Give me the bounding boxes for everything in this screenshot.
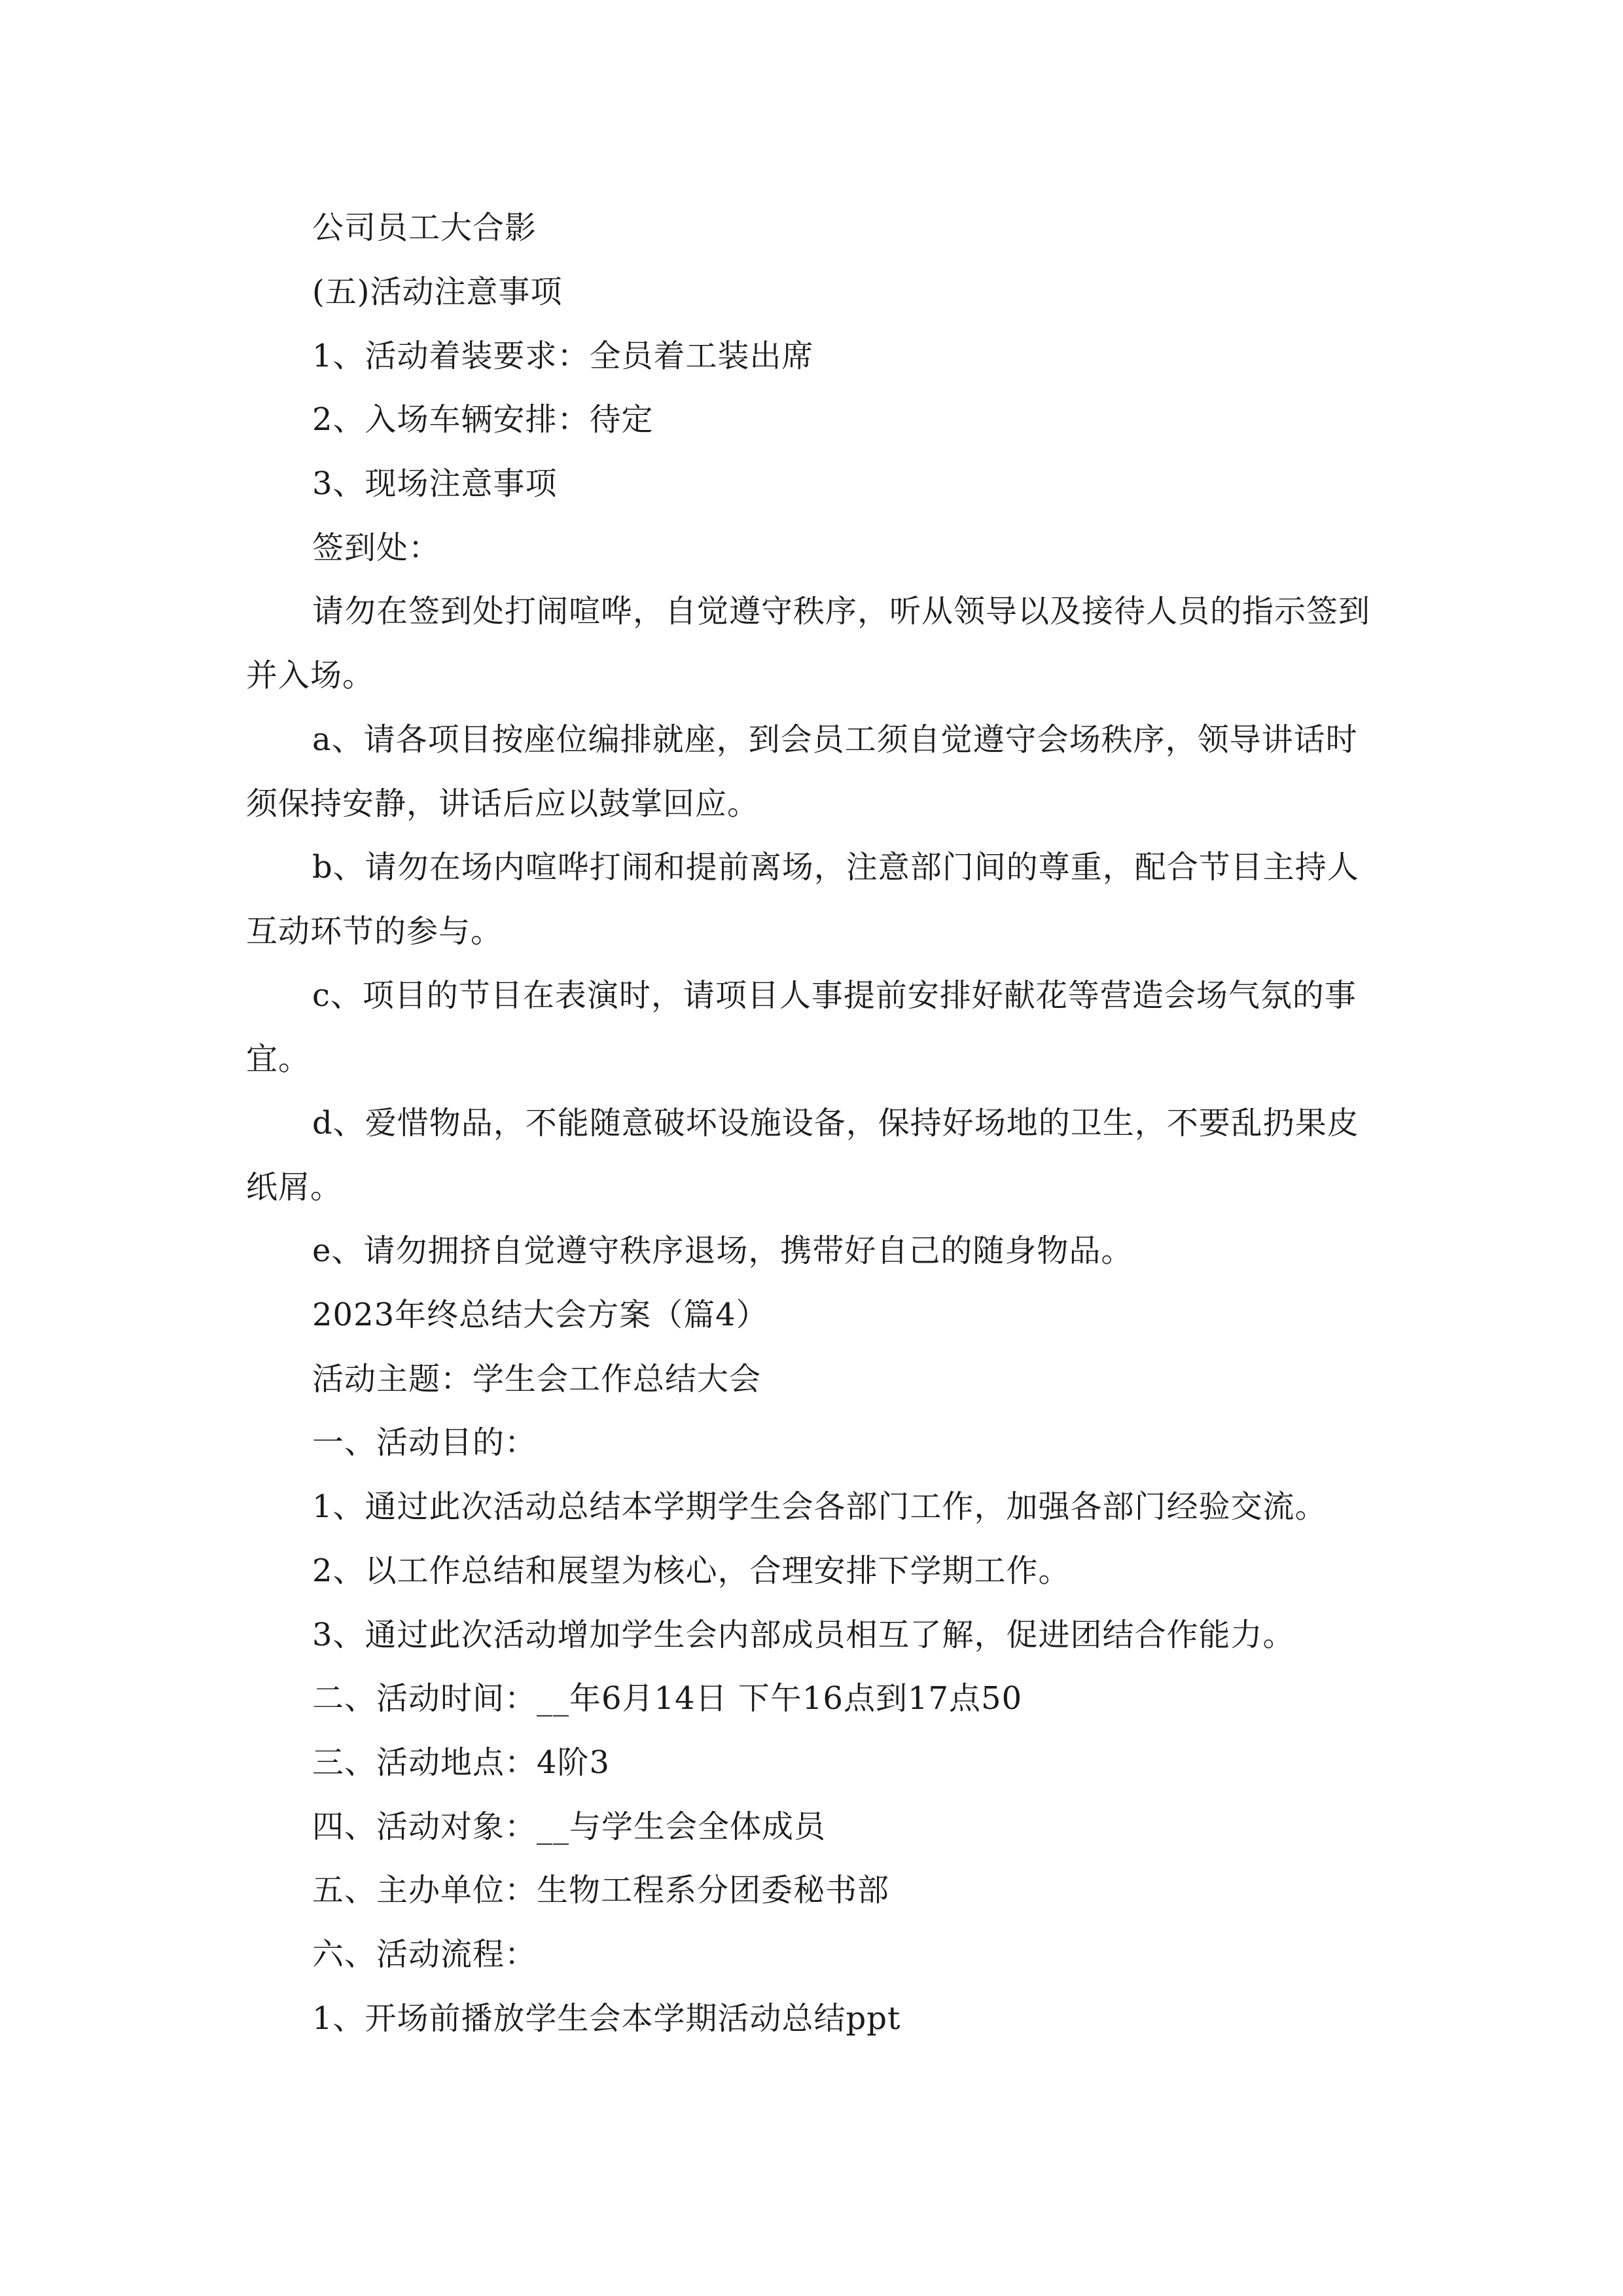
paragraph-line: 并入场。 <box>246 657 375 694</box>
text-line: 3、现场注意事项 <box>312 465 558 502</box>
text-line: 2、以工作总结和展望为核心，合理安排下学期工作。 <box>312 1552 1071 1589</box>
section-heading: 六、活动流程： <box>312 1936 537 1973</box>
text-line: 三、活动地点：4阶3 <box>312 1744 611 1781</box>
text-line: 签到处： <box>312 529 441 566</box>
text-line: 1、通过此次活动总结本学期学生会各部门工作，加强各部门经验交流。 <box>312 1488 1327 1525</box>
paragraph-line: c、项目的节目在表演时，请项目人事提前安排好献花等营造会场气氛的事 <box>312 977 1357 1014</box>
paragraph-line: 互动环节的参与。 <box>246 913 503 950</box>
paragraph-line: 请勿在签到处打闹喧哗，自觉遵守秩序，听从领导以及接待人员的指示签到 <box>312 593 1371 630</box>
text-line: 五、主办单位：生物工程系分团委秘书部 <box>312 1872 890 1909</box>
paragraph-line: b、请勿在场内喧哗打闹和提前离场，注意部门间的尊重，配合节目主持人 <box>312 849 1359 886</box>
text-line: e、请勿拥挤自觉遵守秩序退场，携带好自己的随身物品。 <box>312 1232 1133 1269</box>
section-heading: 一、活动目的： <box>312 1424 537 1461</box>
document-title: 2023年终总结大会方案（篇4） <box>312 1297 768 1333</box>
text-line: 2、入场车辆安排：待定 <box>312 401 654 438</box>
paragraph-line: d、爱惜物品，不能随意破坏设施设备，保持好场地的卫生，不要乱扔果皮 <box>312 1105 1359 1141</box>
text-line: 公司员工大合影 <box>312 209 537 246</box>
paragraph-line: 须保持安静，讲话后应以鼓掌回应。 <box>246 785 760 822</box>
text-line: 四、活动对象：__与学生会全体成员 <box>312 1808 827 1845</box>
paragraph-line: 纸屑。 <box>246 1169 343 1206</box>
section-heading: (五)活动注意事项 <box>312 274 563 310</box>
text-line: 二、活动时间：__年6月14日 下午16点到17点50 <box>312 1680 1023 1717</box>
paragraph-line: a、请各项目按座位编排就座，到会员工须自觉遵守会场秩序，领导讲话时 <box>312 721 1358 758</box>
text-line: 1、开场前播放学生会本学期活动总结ppt <box>312 2000 901 2037</box>
paragraph-line: 宜。 <box>246 1041 311 1077</box>
text-line: 3、通过此次活动增加学生会内部成员相互了解，促进团结合作能力。 <box>312 1617 1295 1653</box>
text-line: 1、活动着装要求：全员着工装出席 <box>312 338 814 374</box>
text-line: 活动主题：学生会工作总结大会 <box>312 1361 762 1397</box>
